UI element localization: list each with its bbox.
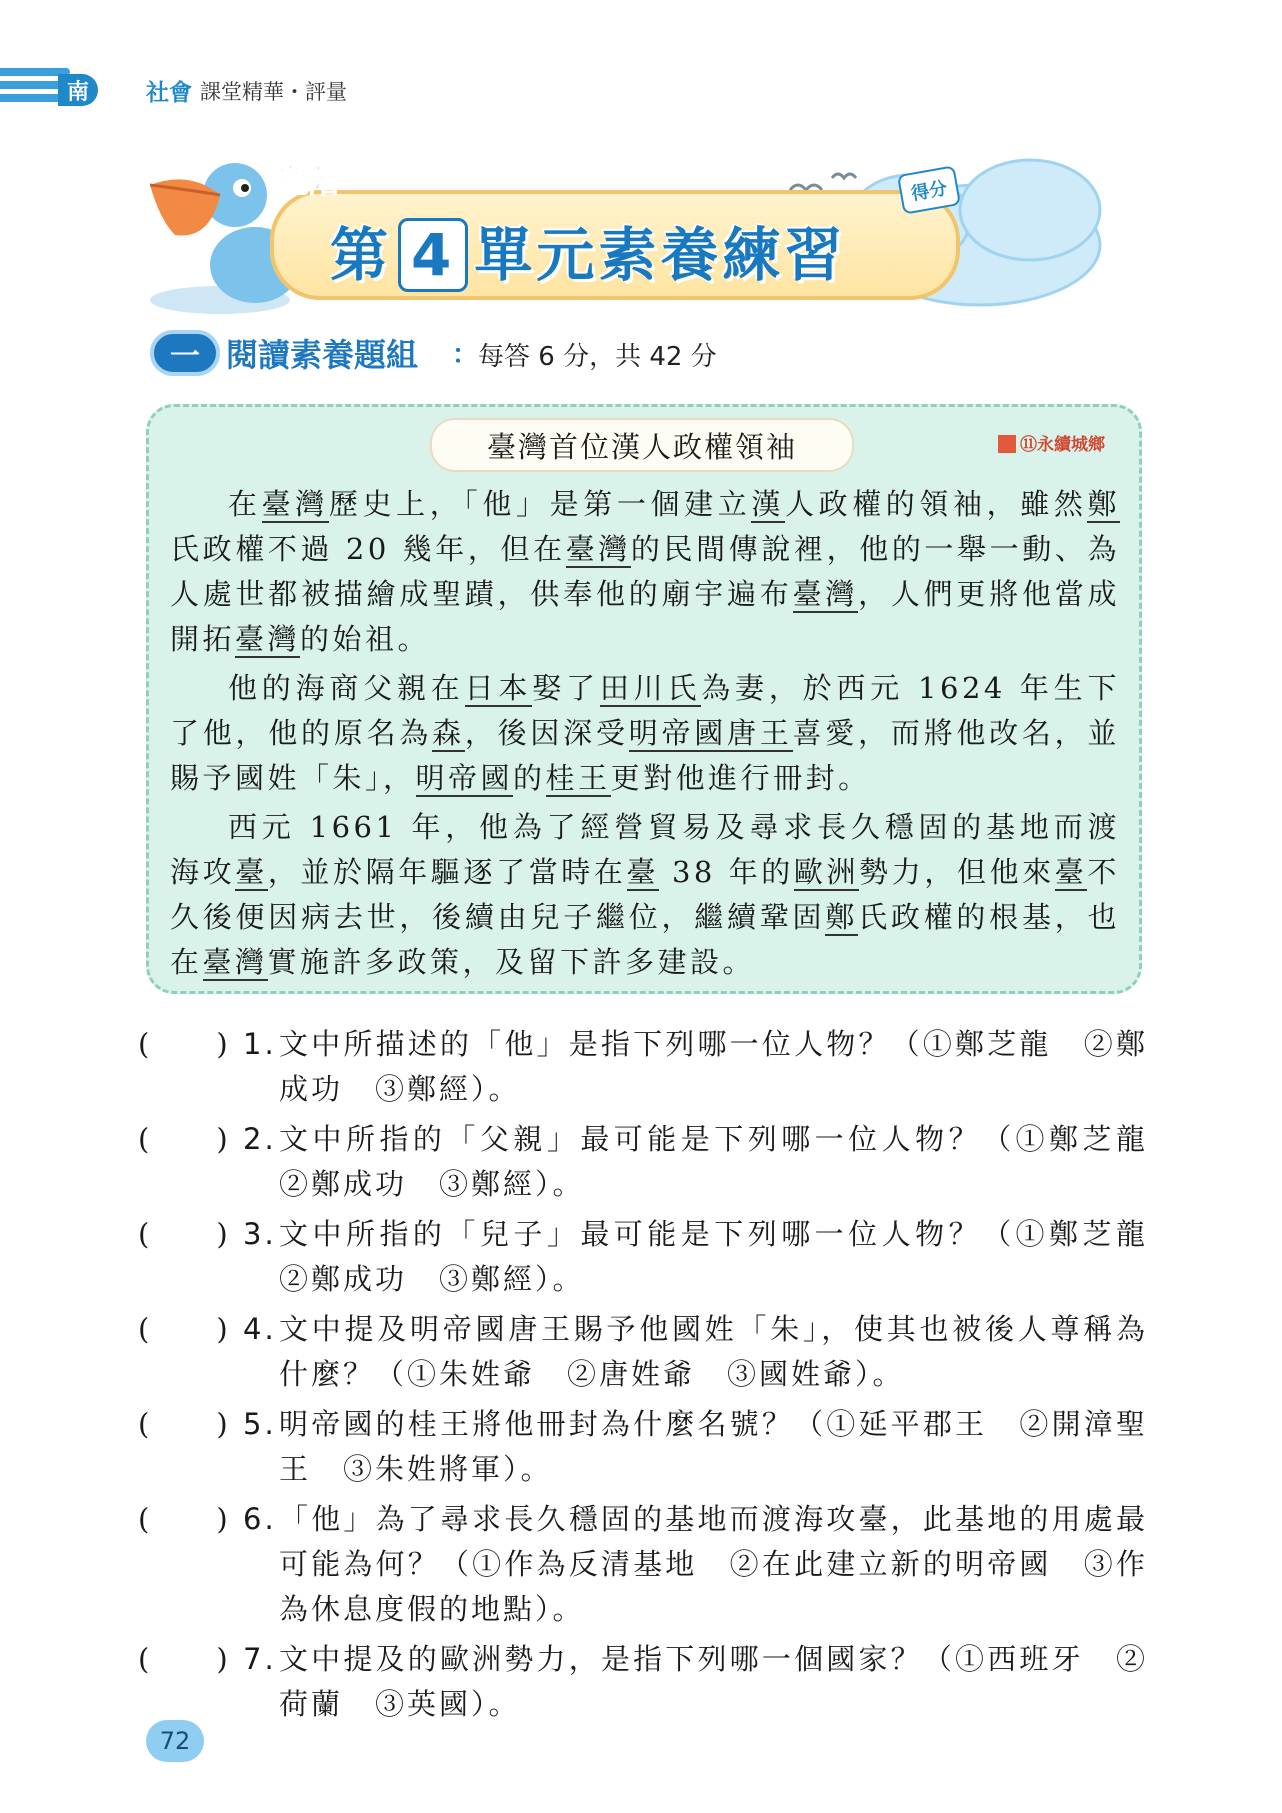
question-item <box>138 1637 1148 1727</box>
unit-number: 4 <box>398 218 468 292</box>
passage-paragraph: 他的海商父親在日本娶了田川氏為妻，於西元 1624 年生下了他，他的原名為森，後因深受明帝國唐王喜愛，而將他改名，並賜予國姓「朱」，明帝國的桂王更對他進行冊封。 <box>170 671 1120 795</box>
passage-tag-text: ⑪永續城鄉 <box>1020 435 1105 455</box>
question-item <box>138 1212 1181 1302</box>
answer-blank[interactable]: ( ) <box>138 1407 231 1441</box>
passage-tag <box>998 430 1105 455</box>
question-text: 文中所描述的「他」是指下列哪一位人物？（①鄭芝龍 ②鄭成功 ③鄭經）。 <box>279 1027 1148 1106</box>
answer-blank[interactable]: ( ) <box>138 1027 231 1061</box>
birds-icon <box>790 174 856 190</box>
question-text: 「他」為了尋求長久穩固的基地而渡海攻臺，此基地的用處最可能為何？（①作為反清基地 ②在此建立新的明帝國 ③作為休息度假的地點）。 <box>279 1502 1148 1626</box>
question-item <box>138 1117 1181 1207</box>
answer-blank[interactable]: ( ) <box>138 1312 231 1346</box>
passage-body <box>170 482 1120 989</box>
course-label: 課堂精華・評量 <box>200 80 347 104</box>
answer-blank[interactable]: ( ) <box>138 1122 231 1156</box>
question-text: 文中提及的歐洲勢力，是指下列哪一個國家？（①西班牙 ②荷蘭 ③英國）。 <box>279 1642 1148 1721</box>
title-suffix: 單元素養練習 <box>474 221 847 289</box>
question-item <box>138 1402 1148 1492</box>
question-number: 3. <box>243 1217 277 1251</box>
subject-label: 社會 <box>146 80 192 106</box>
building-icon <box>998 435 1016 453</box>
question-text: 文中提及明帝國唐王賜予他國姓「朱」，使其也被後人尊稱為什麼？（①朱姓爺 ②唐姓爺 ③國姓爺）。 <box>279 1312 1148 1391</box>
question-number: 7. <box>243 1642 277 1676</box>
question-item <box>138 1497 1148 1632</box>
title-prefix: 第 <box>330 221 393 289</box>
level-label: 進階 <box>276 162 341 200</box>
question-number: 5. <box>243 1407 277 1441</box>
passage-paragraph: 在臺灣歷史上，「他」是第一個建立漢人政權的領袖，雖然鄭氏政權不過 20 幾年，但在臺灣的民間傳說裡，他的一舉一動、為人處世都被描繪成聖蹟，供奉他的廟宇遍布臺灣，人們更將他當成開拓臺灣的始祖。 <box>170 487 1120 656</box>
publisher-badge: 南 <box>58 74 98 106</box>
score-badge: 得分 <box>897 165 961 214</box>
page-title <box>330 208 846 292</box>
page-number: 72 <box>146 1720 204 1762</box>
question-number: 4. <box>243 1312 277 1346</box>
question-text: 文中所指的「父親」最可能是下列哪一位人物？（①鄭芝龍 ②鄭成功 ③鄭經）。 <box>279 1122 1181 1201</box>
question-number: 1. <box>243 1027 277 1061</box>
question-number: 2. <box>243 1122 277 1156</box>
answer-blank[interactable]: ( ) <box>138 1502 231 1536</box>
passage-title-text: 臺灣首位漢人政權領袖 <box>486 429 797 464</box>
section-number: 一 <box>150 330 220 376</box>
answer-blank[interactable]: ( ) <box>138 1217 231 1251</box>
question-item <box>138 1307 1148 1397</box>
section-scoring: 每答 6 分，共 42 分 <box>478 342 717 372</box>
question-list <box>138 1022 1181 1732</box>
passage-paragraph: 西元 1661 年，他為了經營貿易及尋求長久穩固的基地而渡海攻臺，並於隔年驅逐了當時在臺 38 年的歐洲勢力，但他來臺不久後便因病去世，後續由兒子繼位，繼續鞏固鄭氏政權的根基，也在臺灣實施許多政策，及留下許多建設。 <box>170 810 1120 979</box>
question-item <box>138 1022 1148 1112</box>
question-number: 6. <box>243 1502 277 1536</box>
passage-title <box>430 418 854 472</box>
answer-blank[interactable]: ( ) <box>138 1642 231 1676</box>
question-text: 文中所指的「兒子」最可能是下列哪一位人物？（①鄭芝龍 ②鄭成功 ③鄭經）。 <box>279 1217 1181 1296</box>
section-title: 閱讀素養題組 <box>226 336 419 374</box>
section-colon: ： <box>452 340 479 370</box>
question-text: 明帝國的桂王將他冊封為什麼名號？（①延平郡王 ②開漳聖王 ③朱姓將軍）。 <box>279 1407 1148 1486</box>
